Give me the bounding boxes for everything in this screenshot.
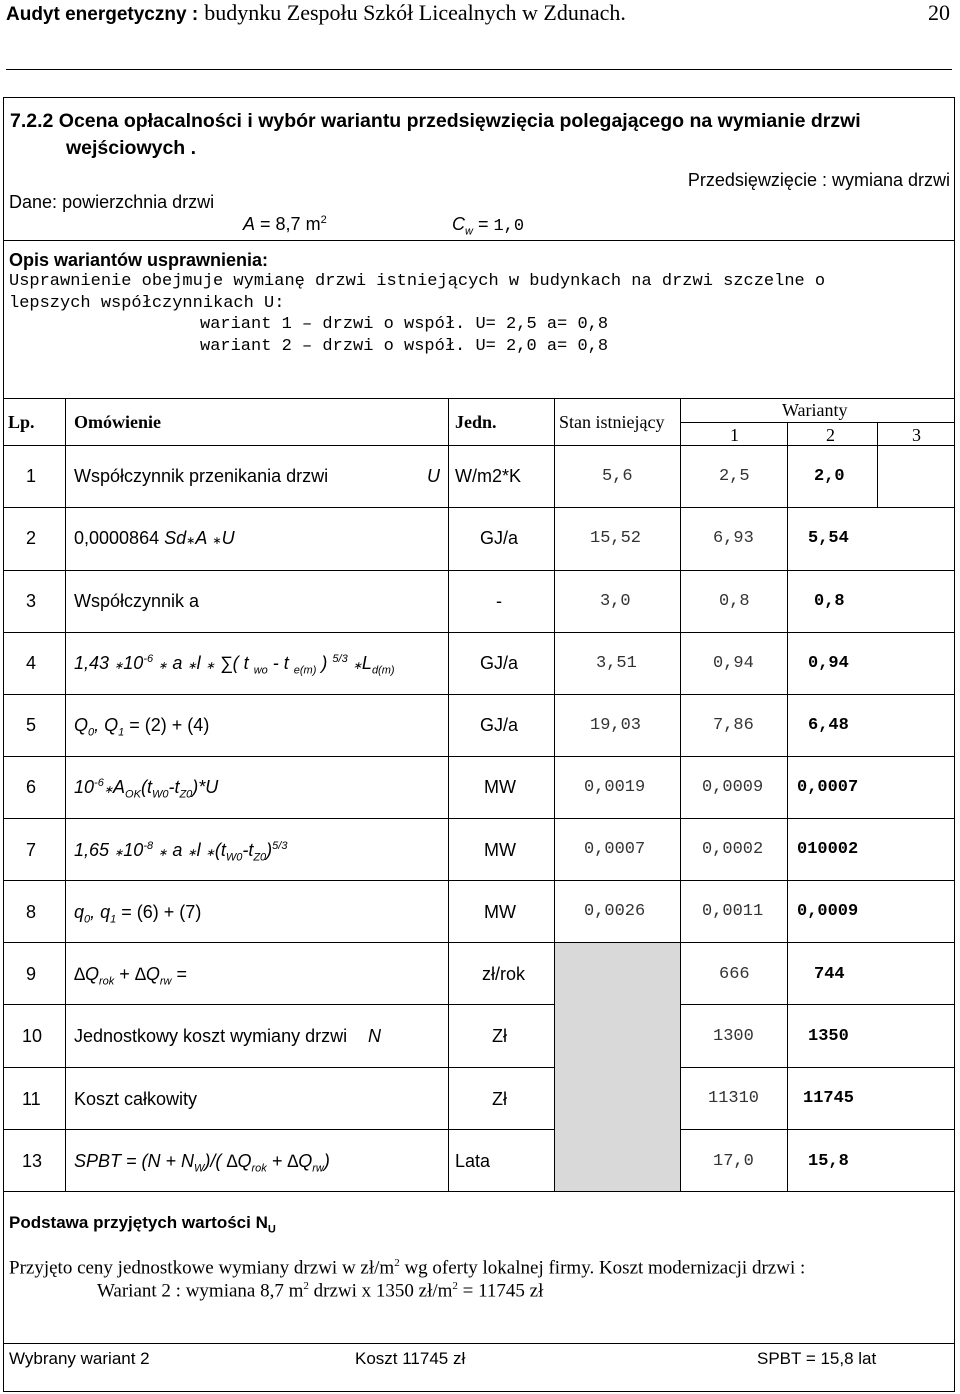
desc-part: 10: [123, 653, 144, 673]
row-variant-1: 666: [719, 965, 750, 984]
desc-part: - t: [267, 653, 289, 673]
table-row-lp: 6: [26, 777, 37, 797]
desc-part: a: [172, 653, 183, 673]
desc-part: A: [195, 528, 208, 548]
cw-symbol: C: [452, 214, 465, 234]
row-variant-1: 0,0009: [702, 778, 764, 797]
row-border: [3, 507, 955, 508]
desc-part: -t: [168, 777, 180, 797]
desc-part: 10: [123, 840, 144, 860]
row-formula: [74, 964, 187, 988]
row-unit: MW: [484, 902, 516, 922]
row-description: Współczynnik a: [74, 591, 200, 611]
row-variant-1: 2,5: [719, 467, 750, 486]
divider: [3, 240, 955, 241]
desc-part: , Q: [94, 715, 119, 735]
basis-text: 2: [452, 1280, 458, 1292]
desc-part: a: [172, 840, 183, 860]
col-border: [877, 422, 878, 508]
multiply-icon: ∗: [103, 784, 114, 796]
row-variant-2: 010002: [797, 840, 859, 859]
row-variant-1: 1300: [713, 1027, 754, 1046]
row-border: [3, 1129, 955, 1130]
desc-part: Q: [74, 715, 89, 735]
header-rule: [6, 69, 952, 70]
table-row-lp: 5: [26, 715, 37, 735]
desc-part: 5/3: [272, 840, 288, 852]
desc-part: -t: [242, 840, 254, 860]
row-existing: 15,52: [590, 529, 642, 548]
table-top-border: [3, 398, 955, 399]
row-border: [3, 570, 955, 571]
col-existing: Stan istniejący: [559, 412, 665, 432]
row-variant-2: 5,54: [808, 529, 849, 548]
row-variant-1: 11310: [708, 1089, 760, 1108]
section-title-line1: 7.2.2 Ocena opłacalności i wybór wariantu przedsięwzięcia polegającego na wymianie drzwi: [10, 110, 861, 132]
row-unit: -: [496, 591, 502, 611]
row-unit: Lata: [455, 1151, 491, 1171]
table-row-lp: 8: [26, 902, 37, 922]
table-row-lp: 3: [26, 591, 37, 611]
desc-part: ∆Q: [74, 964, 100, 984]
total-cost: Koszt 11745 zł: [355, 1349, 466, 1368]
desc-part: +: [266, 1151, 288, 1171]
col-variant-2: 2: [826, 425, 835, 445]
row-unit: Zł: [492, 1089, 507, 1109]
basis-heading-sub: U: [267, 1223, 276, 1236]
row-variant-1: 0,8: [719, 592, 750, 611]
multiply-icon: ∗: [352, 660, 362, 672]
row-existing: 0,0007: [584, 840, 646, 859]
desc-part: 0,0000864: [74, 528, 165, 548]
desc-part: 1: [118, 726, 125, 739]
desc-part: rok: [99, 975, 115, 988]
desc-part: )/(: [204, 1151, 227, 1171]
row-border: [3, 1004, 955, 1005]
row-symbol: U: [427, 466, 440, 486]
row-description: Współczynnik przenikania drzwi: [74, 466, 329, 486]
basis-line1: [9, 1257, 805, 1279]
row-formula: [74, 840, 287, 864]
desc-part: = (2) + (4): [124, 715, 210, 735]
desc-part: ): [316, 653, 328, 673]
desc-part: 1,65: [74, 840, 110, 860]
row-variant-1: 6,93: [713, 529, 754, 548]
table-row-lp: 10: [22, 1026, 43, 1046]
desc-part: l: [196, 653, 201, 673]
basis-text: = 11745 zł: [457, 1280, 544, 1302]
area-exponent: 2: [320, 214, 327, 226]
row-formula: [74, 777, 218, 801]
basis-line2: [97, 1280, 543, 1302]
col-border: [448, 398, 449, 1191]
desc-part: A: [113, 777, 126, 797]
basis-text: wg oferty lokalnej firmy. Koszt modernizacji drzwi :: [399, 1257, 806, 1279]
desc-part: rok: [251, 1162, 267, 1175]
multiply-icon: ∗: [187, 847, 197, 859]
row-border: [3, 880, 955, 881]
multiply-icon: ∗: [114, 847, 124, 859]
row-existing: 3,0: [600, 592, 631, 611]
row-unit: W/m2*K: [455, 466, 522, 486]
desc-part: ∑( t: [219, 653, 249, 673]
multiply-icon: ∗: [212, 535, 222, 547]
desc-part: L: [361, 653, 372, 673]
basis-text: 2: [394, 1257, 400, 1269]
row-unit: GJ/a: [480, 653, 519, 673]
row-variant-1: 0,0002: [702, 840, 764, 859]
desc-part: W0: [151, 788, 169, 801]
col-variants: Warianty: [782, 400, 848, 420]
desc-part: 10: [74, 777, 95, 797]
row-variant-2: 744: [814, 965, 845, 984]
desc-part: Sd: [164, 528, 187, 548]
given-text: powierzchnia drzwi: [62, 192, 215, 212]
row-existing: 19,03: [590, 716, 642, 735]
row-variant-1: 0,0011: [702, 902, 764, 921]
cw-formula: [452, 214, 524, 238]
multiply-icon: ∗: [186, 535, 196, 547]
desc-part: 0: [84, 913, 91, 926]
desc-part: =: [171, 964, 187, 984]
row-existing: 0,0026: [584, 902, 646, 921]
row-symbol: N: [368, 1026, 381, 1046]
table-row-lp: 9: [26, 964, 37, 984]
variants-line1: Usprawnienie obejmuje wymianę drzwi istniejących w budynkach na drzwi szczelne o: [9, 272, 826, 291]
cw-value: 1,0: [493, 217, 525, 236]
variant-2-desc: wariant 2 – drzwi o współ. U= 2,0 a= 0,8: [200, 337, 609, 356]
row-unit: zł/rok: [482, 964, 526, 984]
spbt-value: SPBT = 15,8 lat: [757, 1349, 877, 1368]
row-variant-1: 17,0: [713, 1152, 754, 1171]
basis-text: 2: [303, 1280, 309, 1292]
desc-part: -6: [94, 777, 104, 789]
table-row-lp: 4: [26, 653, 37, 673]
row-variant-2: 6,48: [808, 716, 849, 735]
desc-part: (t: [140, 777, 152, 797]
row-existing: 5,6: [602, 467, 633, 486]
desc-part: ∆Q: [134, 964, 160, 984]
row-variant-2: 0,0009: [797, 902, 859, 921]
content-frame: [3, 97, 955, 1392]
desc-part: SPBT = (N + N: [74, 1151, 195, 1171]
desc-part: wo: [253, 664, 268, 677]
desc-part: OK: [125, 788, 141, 801]
page-header: [6, 0, 626, 26]
desc-part: ∆Q: [287, 1151, 313, 1171]
desc-part: W0: [225, 851, 243, 864]
row-border: [3, 1067, 955, 1068]
variant-1-desc: wariant 1 – drzwi o współ. U= 2,5 a= 0,8: [200, 315, 609, 334]
multiply-icon: ∗: [187, 660, 197, 672]
row-border: [3, 1191, 955, 1192]
table-row-lp: 1: [26, 466, 37, 486]
section-title: [10, 108, 930, 162]
row-border: [3, 942, 955, 943]
row-existing: 0,0019: [584, 778, 646, 797]
desc-part: 5/3: [332, 653, 348, 665]
col-border: [787, 422, 788, 1191]
row-variant-2: 15,8: [808, 1152, 849, 1171]
desc-part: W: [194, 1162, 205, 1175]
table-row-lp: 11: [22, 1089, 41, 1109]
row-variant-2: 0,0007: [797, 778, 859, 797]
row-formula: [74, 715, 209, 739]
row-formula: [74, 902, 201, 926]
row-border: [3, 818, 955, 819]
row-description: [74, 528, 235, 549]
row-border: [3, 694, 955, 695]
col-border: [65, 398, 66, 1191]
variants-heading: Opis wariantów usprawnienia:: [9, 250, 269, 270]
row-variant-1: 7,86: [713, 716, 754, 735]
desc-part: (t: [214, 840, 226, 860]
multiply-icon: ∗: [114, 660, 124, 672]
row-variant-2: 0,94: [808, 654, 849, 673]
row-border: [3, 756, 955, 757]
cw-eq: =: [472, 214, 494, 234]
empty-existing-cells: [555, 943, 680, 1191]
cw-sub: w: [465, 225, 473, 238]
footer-border: [3, 1343, 955, 1344]
row-unit: GJ/a: [480, 715, 519, 735]
area-value: = 8,7 m: [260, 214, 321, 234]
variants-subheader-border: [680, 422, 955, 423]
col-variant-1: 1: [730, 425, 739, 445]
selected-variant: Wybrany wariant 2: [9, 1349, 150, 1368]
desc-part: -6: [143, 653, 154, 665]
undertaking-label: Przedsięwzięcie : wymiana drzwi: [687, 170, 950, 190]
desc-part: 0: [88, 726, 95, 739]
row-unit: Zł: [492, 1026, 507, 1046]
multiply-icon: ∗: [205, 847, 215, 859]
desc-part: e(m): [293, 664, 317, 677]
desc-part: Z0: [253, 851, 267, 864]
desc-part: 1,43: [74, 653, 110, 673]
basis-text: drzwi x 1350 zł/m: [308, 1280, 453, 1302]
page-number: 20: [928, 0, 950, 25]
col-desc: Omówienie: [74, 412, 161, 432]
row-description: Koszt całkowity: [74, 1089, 198, 1109]
col-lp: Lp.: [8, 412, 35, 432]
desc-part: rw: [159, 975, 172, 988]
given-line: [9, 192, 214, 213]
desc-part: = (6) + (7): [116, 902, 202, 922]
desc-part: -8: [143, 840, 154, 852]
desc-part: , q: [90, 902, 111, 922]
row-variant-2: 1350: [808, 1027, 849, 1046]
basis-text: Przyjęto ceny jednostkowe wymiany drzwi w zł/m: [9, 1257, 395, 1279]
multiply-icon: ∗: [205, 660, 215, 672]
row-formula: [74, 653, 395, 677]
col-unit: Jedn.: [455, 412, 497, 432]
row-unit: MW: [484, 777, 516, 797]
row-variant-1: 0,94: [713, 654, 754, 673]
multiply-icon: ∗: [158, 660, 168, 672]
desc-part: U: [221, 528, 235, 548]
desc-part: q: [74, 902, 85, 922]
col-variant-3: 3: [912, 425, 921, 445]
header-label: Audyt energetyczny :: [6, 4, 199, 25]
row-variant-2: 11745: [803, 1089, 855, 1108]
row-border: [3, 632, 955, 633]
row-existing: 3,51: [596, 654, 637, 673]
row-unit: GJ/a: [480, 528, 519, 548]
area-symbol: A: [243, 214, 256, 234]
row-unit: MW: [484, 840, 516, 860]
basis-heading: [9, 1213, 276, 1235]
table-header-border: [3, 445, 955, 446]
header-subject: budynku Zespołu Szkół Licealnych w Zdunach.: [204, 0, 626, 25]
row-variant-2: 0,8: [814, 592, 845, 611]
row-formula: [74, 1151, 330, 1175]
desc-part: 1: [110, 913, 117, 926]
table-row-lp: 13: [22, 1151, 43, 1171]
desc-part: rw: [312, 1162, 324, 1175]
desc-part: ): [266, 840, 273, 860]
desc-part: ∆Q: [226, 1151, 252, 1171]
row-variant-2: 2,0: [814, 467, 845, 486]
table-row-lp: 2: [26, 528, 37, 548]
variants-line2: lepszych współczynnikach U:: [9, 294, 285, 313]
basis-text: Wariant 2 : wymiana 8,7 m: [97, 1280, 304, 1302]
desc-part: d(m): [371, 664, 395, 677]
col-border: [680, 398, 681, 1191]
multiply-icon: ∗: [158, 847, 168, 859]
row-description: Jednostkowy koszt wymiany drzwi: [74, 1026, 348, 1046]
area-formula: [243, 214, 327, 235]
section-title-line2: wejściowych .: [66, 137, 197, 159]
desc-part: +: [114, 964, 135, 984]
desc-part: )*U: [192, 777, 219, 797]
desc-part: Z0: [179, 788, 193, 801]
desc-part: ): [323, 1151, 330, 1171]
table-row-lp: 7: [26, 840, 37, 860]
basis-heading-text: Podstawa przyjętych wartości N: [9, 1213, 268, 1232]
desc-part: l: [196, 840, 201, 860]
given-label: Dane:: [9, 192, 58, 212]
